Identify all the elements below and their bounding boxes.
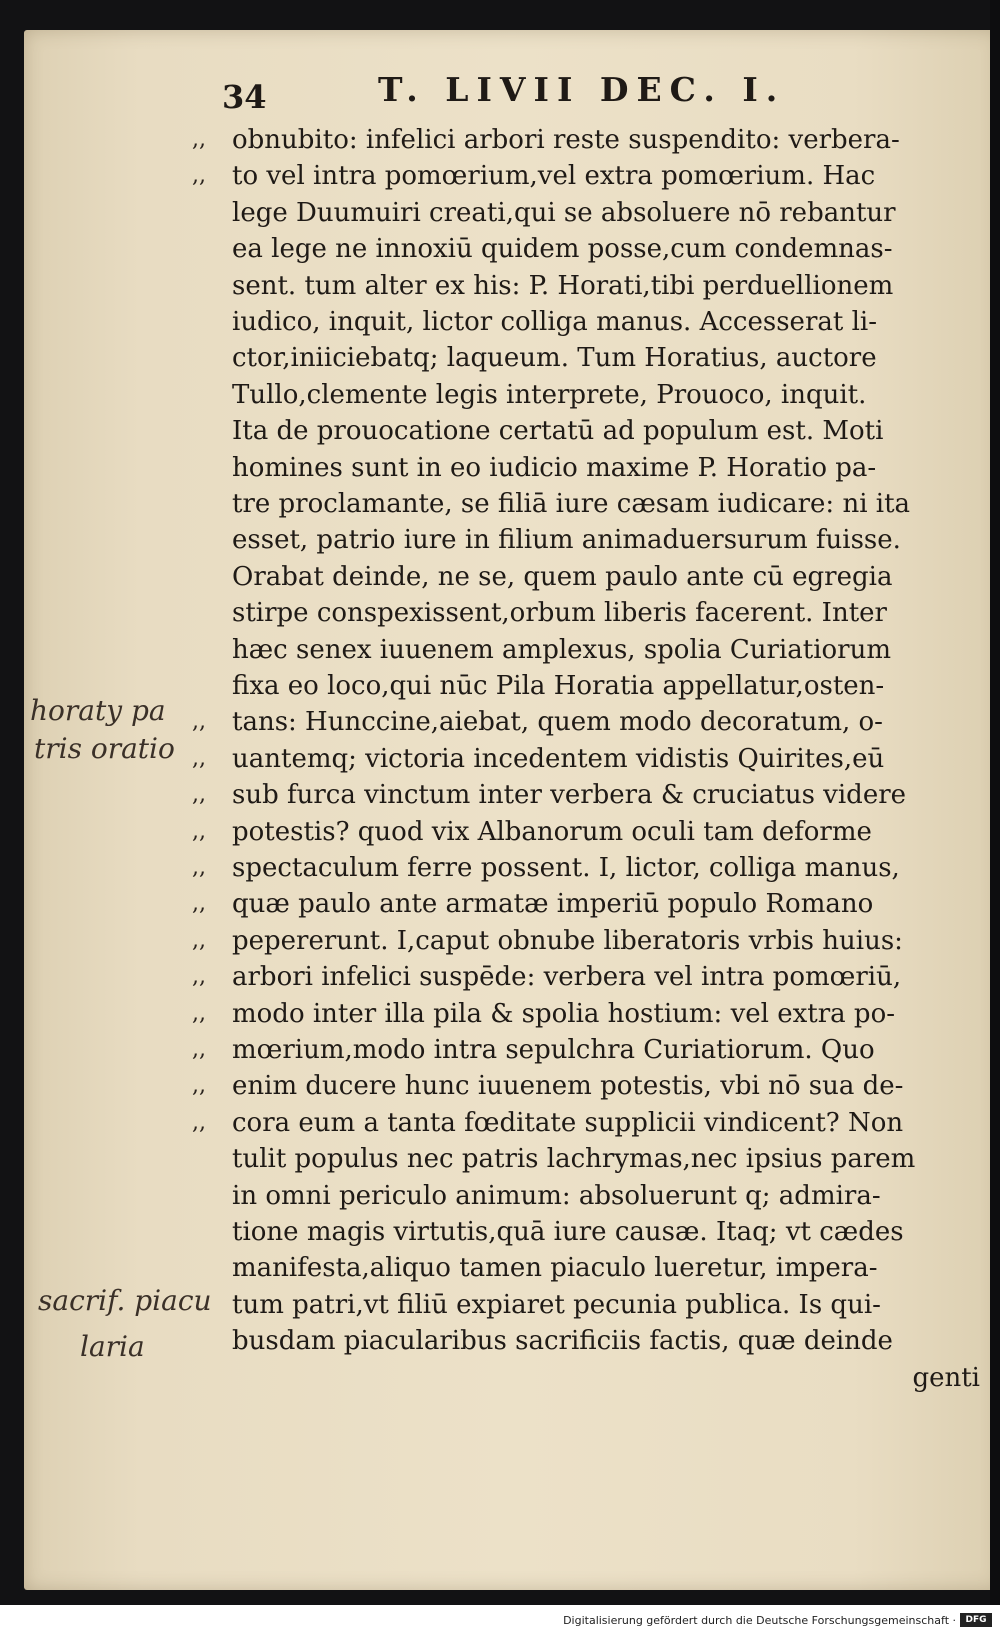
scan-edge	[990, 0, 1000, 1605]
text-line: esset, patrio iure in filium animaduersurum fuisse.	[232, 525, 901, 555]
text-line: arbori infelici suspēde: verbera vel intra pomœriū,	[232, 962, 902, 992]
quotation-mark: ,,	[192, 1110, 206, 1135]
text-line: busdam piacularibus sacrificiis factis, quæ deinde	[232, 1326, 893, 1356]
marginal-note-bottom-2: laria	[80, 1330, 145, 1363]
marginal-note-top-1: horaty pa	[30, 694, 166, 727]
text-line: quæ paulo ante armatæ imperiū populo Romano	[232, 889, 874, 919]
quotation-mark: ,,	[192, 127, 206, 152]
text-line: enim ducere hunc iuuenem potestis, vbi nō sua de-	[232, 1071, 904, 1101]
text-line: hæc senex iuuenem amplexus, spolia Curiatiorum	[232, 635, 891, 665]
text-line: sub furca vinctum inter verbera & cruciatus videre	[232, 780, 907, 810]
marginal-note-bottom-1: sacrif. piacu	[38, 1284, 212, 1317]
text-line: modo inter illa pila & spolia hostium: vel extra po-	[232, 999, 896, 1029]
quotation-mark: ,,	[192, 709, 206, 734]
text-line: in omni periculo animum: absoluerunt q; admira-	[232, 1181, 881, 1211]
text-line: iudico, inquit, lictor colliga manus. Accesserat li-	[232, 307, 877, 337]
text-line: tum patri,vt filiū expiaret pecunia publica. Is qui-	[232, 1290, 881, 1320]
text-line: sent. tum alter ex his: P. Horati,tibi perduellionem	[232, 271, 894, 301]
quotation-mark: ,,	[192, 782, 206, 807]
text-line: tre proclamante, se filiā iure cæsam iudicare: ni ita	[232, 489, 911, 519]
text-line: Ita de prouocatione certatū ad populum est. Moti	[232, 416, 884, 446]
text-line: Tullo,clemente legis interprete, Prouoco, inquit.	[232, 380, 867, 410]
text-line: potestis? quod vix Albanorum oculi tam deforme	[232, 817, 872, 847]
quotation-mark: ,,	[192, 819, 206, 844]
text-line: tulit populus nec patris lachrymas,nec ipsius parem	[232, 1144, 916, 1174]
text-line: uantemq; victoria incedentem vidistis Quirites,eū	[232, 744, 885, 774]
page-number: 34	[222, 78, 267, 116]
digitization-credit: Digitalisierung gefördert durch die Deutsche Forschungsgemeinschaft ·	[563, 1614, 956, 1627]
text-line: mœrium,modo intra sepulchra Curiatiorum. Quo	[232, 1035, 875, 1065]
quotation-mark: ,,	[192, 1037, 206, 1062]
text-line: Orabat deinde, ne se, quem paulo ante cū egregia	[232, 562, 893, 592]
dfg-logo: DFG	[960, 1613, 992, 1627]
text-line: homines sunt in eo iudicio maxime P. Horatio pa-	[232, 453, 877, 483]
text-line: tione magis virtutis,quā iure causæ. Itaq; vt cædes	[232, 1217, 904, 1247]
quotation-mark: ,,	[192, 891, 206, 916]
text-line: fixa eo loco,qui nūc Pila Horatia appellatur,osten-	[232, 671, 885, 701]
text-line: spectaculum ferre possent. I, lictor, colliga manus,	[232, 853, 900, 883]
text-line: to vel intra pomœrium,vel extra pomœrium. Hac	[232, 161, 876, 191]
running-head: T. LIVII DEC. I.	[378, 70, 786, 109]
text-line: pepererunt. I,caput obnube liberatoris vrbis huius:	[232, 926, 903, 956]
quotation-mark: ,,	[192, 928, 206, 953]
quotation-mark: ,,	[192, 1073, 206, 1098]
text-line: cora eum a tanta fœditate supplicii vindicent? Non	[232, 1108, 904, 1138]
text-line: obnubito: infelici arbori reste suspendito: verbera-	[232, 125, 900, 155]
text-line: lege Duumuiri creati,qui se absoluere nō rebantur	[232, 198, 896, 228]
marginal-note-top-2: tris oratio	[34, 732, 175, 765]
quotation-mark: ,,	[192, 163, 206, 188]
text-line: ctor,iniiciebatq; laqueum. Tum Horatius, auctore	[232, 343, 877, 373]
quotation-mark: ,,	[192, 964, 206, 989]
text-line: manifesta,aliquo tamen piaculo lueretur, impera-	[232, 1253, 878, 1283]
text-line: ea lege ne innoxiū quidem posse,cum condemnas-	[232, 234, 893, 264]
quotation-mark: ,,	[192, 1001, 206, 1026]
quotation-mark: ,,	[192, 746, 206, 771]
text-line: genti	[912, 1363, 980, 1393]
quotation-mark: ,,	[192, 855, 206, 880]
text-line: tans: Hunccine,aiebat, quem modo decoratum, o-	[232, 707, 883, 737]
text-line: stirpe conspexissent,orbum liberis facerent. Inter	[232, 598, 887, 628]
